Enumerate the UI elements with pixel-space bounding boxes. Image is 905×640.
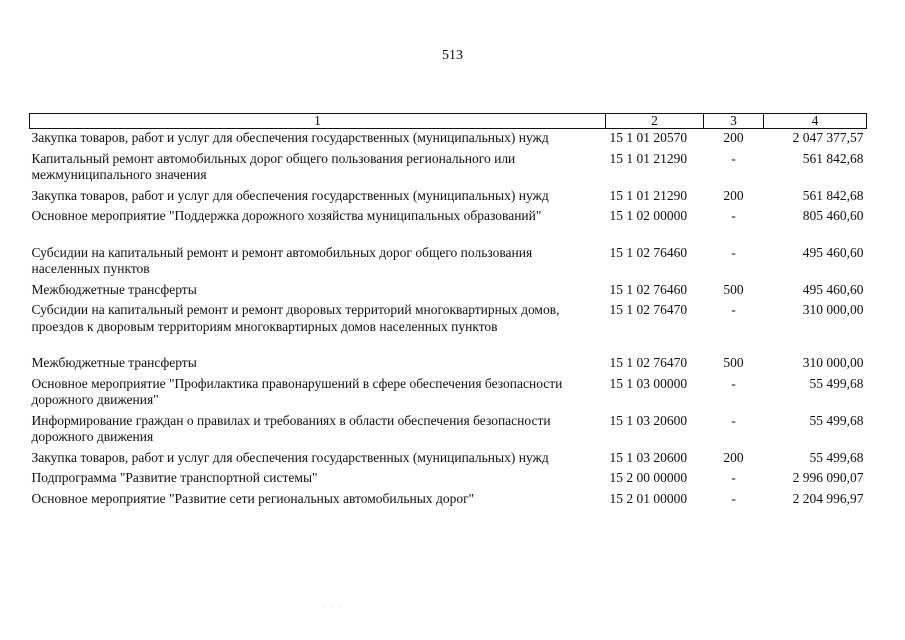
row-code: 15 1 01 20570 <box>609 130 688 145</box>
row-code: 15 2 00 00000 <box>609 470 688 485</box>
row-type: 500 <box>723 355 744 370</box>
row-code: 15 1 03 20600 <box>609 449 688 465</box>
row-amount: 55 499,68 <box>809 449 864 465</box>
row-type: - <box>731 150 736 166</box>
row-amount: 2 996 090,07 <box>792 470 864 485</box>
row-code: 15 1 02 00000 <box>609 208 688 223</box>
row-amount: 310 000,00 <box>802 302 864 317</box>
row-name: Субсидии на капитальный ремонт и ремонт автомобильных дорог общего пользования населенных пунктов <box>31 244 533 276</box>
row-name: Закупка товаров, работ и услуг для обеспечения государственных (муниципальных) нужд <box>31 187 549 203</box>
row-type: - <box>731 208 736 223</box>
table-row <box>30 187 867 208</box>
row-name: Основное мероприятие "Поддержка дорожного хозяйства муниципальных образований" <box>31 208 542 223</box>
row-code: 15 1 02 76460 <box>609 281 688 297</box>
row-name: Подпрограмма "Развитие транспортной системы" <box>31 470 318 485</box>
column-header-4: 4 <box>764 114 867 129</box>
row-name: Закупка товаров, работ и услуг для обеспечения государственных (муниципальных) нужд <box>31 449 549 465</box>
table-row <box>30 490 867 511</box>
row-amount: 55 499,68 <box>809 412 864 428</box>
row-type: - <box>731 375 736 391</box>
budget-table <box>29 113 867 510</box>
row-name: Закупка товаров, работ и услуг для обеспечения государственных (муниципальных) нужд <box>31 130 549 145</box>
row-type: - <box>731 490 736 506</box>
table-row <box>30 375 867 412</box>
scan-artifact: · · · <box>322 603 343 611</box>
table-row <box>30 244 867 281</box>
row-type: 200 <box>723 449 744 465</box>
row-name: Межбюджетные трансферты <box>31 355 197 370</box>
row-name: Основное мероприятие "Профилактика правонарушений в сфере обеспечения безопасности дорожного движения" <box>31 375 563 407</box>
row-name: Субсидии на капитальный ремонт и ремонт дворовых территорий многоквартирных домов, проездов к дворовым территориям многоквартирных домов населенных пунктов <box>31 302 560 334</box>
row-code: 15 1 02 76470 <box>609 302 688 317</box>
row-name: Основное мероприятие "Развитие сети региональных автомобильных дорог" <box>31 490 475 506</box>
row-type: - <box>731 470 736 485</box>
table-header-row <box>30 114 867 129</box>
row-code: 15 1 03 20600 <box>609 412 688 428</box>
row-amount: 805 460,60 <box>802 208 864 223</box>
row-type: - <box>731 244 736 260</box>
table-row <box>30 150 867 187</box>
row-amount: 310 000,00 <box>802 355 864 370</box>
row-amount: 2 047 377,57 <box>792 130 864 145</box>
column-header-1: 1 <box>30 114 606 129</box>
row-code: 15 1 02 76460 <box>609 244 688 260</box>
row-amount: 561 842,68 <box>802 187 864 203</box>
row-type: 500 <box>723 281 744 297</box>
table-row <box>30 129 867 150</box>
table-row <box>30 469 867 490</box>
row-name: Межбюджетные трансферты <box>31 281 197 297</box>
row-name: Информирование граждан о правилах и требованиях в области обеспечения безопасности дорожного движения <box>31 412 551 444</box>
table-row <box>30 354 867 375</box>
row-code: 15 1 01 21290 <box>609 187 688 203</box>
row-code: 15 2 01 00000 <box>609 490 688 506</box>
row-type: 200 <box>723 187 744 203</box>
column-header-2: 2 <box>606 114 704 129</box>
table-row <box>30 207 867 244</box>
table-row <box>30 412 867 449</box>
row-code: 15 1 03 00000 <box>609 375 688 391</box>
table-row <box>30 301 867 354</box>
table-row <box>30 449 867 470</box>
row-amount: 495 460,60 <box>802 244 864 260</box>
column-header-3: 3 <box>704 114 764 129</box>
row-type: - <box>731 412 736 428</box>
row-code: 15 1 02 76470 <box>609 355 688 370</box>
page-number: 513 <box>442 48 463 63</box>
row-type: - <box>731 302 736 317</box>
row-name: Капитальный ремонт автомобильных дорог общего пользования регионального или межмуниципального значения <box>31 150 516 182</box>
row-amount: 495 460,60 <box>802 281 864 297</box>
row-amount: 2 204 996,97 <box>792 490 864 506</box>
row-code: 15 1 01 21290 <box>609 150 688 166</box>
table-row <box>30 281 867 302</box>
row-amount: 55 499,68 <box>809 375 864 391</box>
row-amount: 561 842,68 <box>802 150 864 166</box>
row-type: 200 <box>723 130 744 145</box>
